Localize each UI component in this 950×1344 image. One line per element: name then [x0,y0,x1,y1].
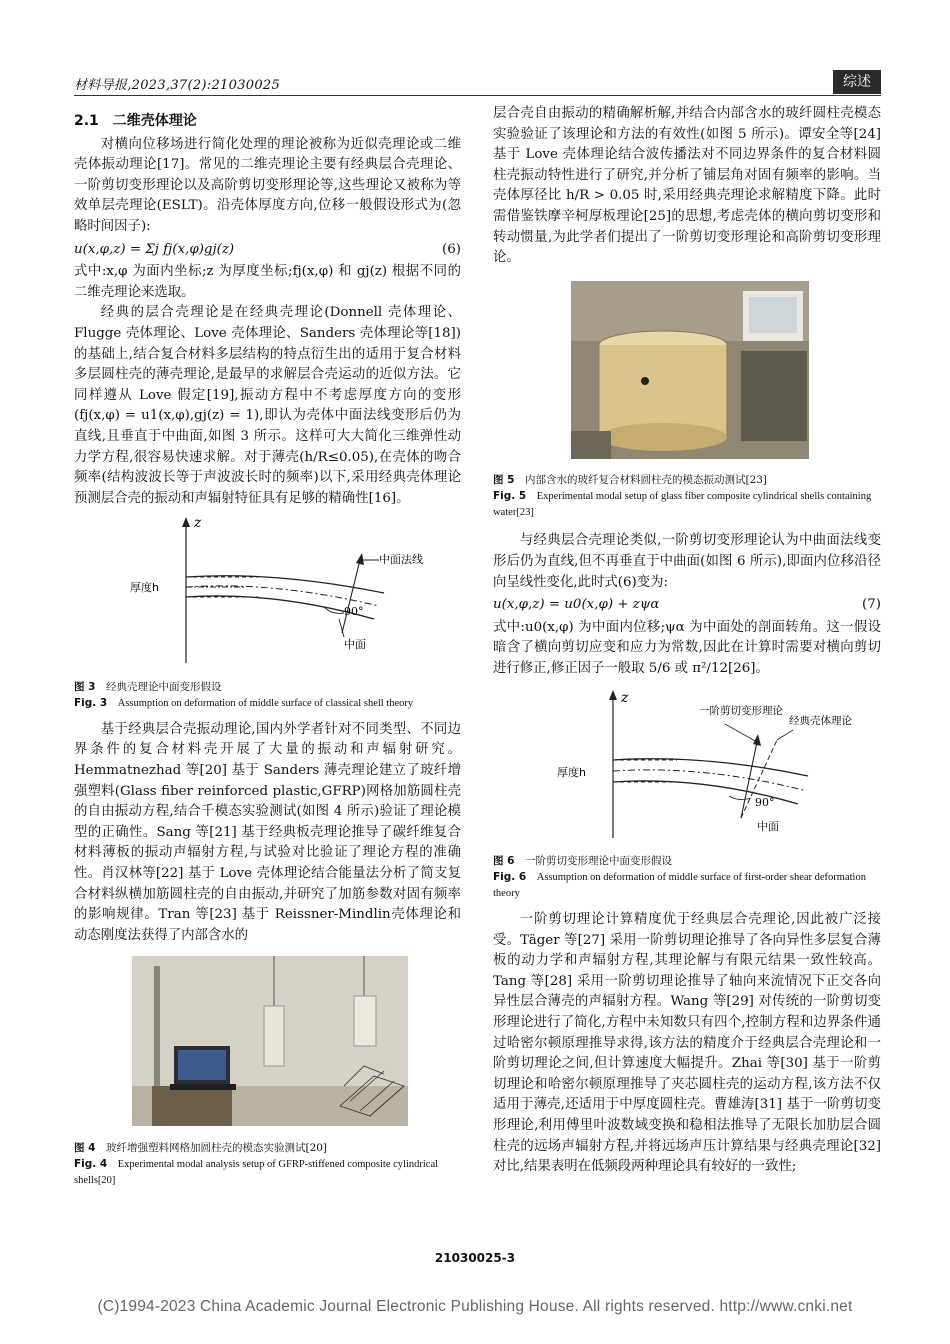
midplane-label: 中面 [344,638,366,652]
classic-label: 经典壳体理论 [789,714,852,727]
caption-number: 图 3 [74,680,96,693]
figure-5 [493,281,881,522]
figure-6-diagram [493,690,881,840]
fsdt-label: 一阶剪切变形理论 [699,704,783,717]
paragraph: 层合壳自由振动的精确解析解,并结合内部含水的玻纤圆柱壳模态实验验证了该理论和方法的有效性(如图 5 所示)。谭安全等[24] 基于 Love 壳体理论结合波传播法对不同边界条件的复合材料圆柱壳振动特性进行了研究,并分析了铺层角对固有频率的影响。当壳体厚径比 h/R > 0.05 时,采用经典壳理论求解精度下降。此时需借鉴铁摩辛柯厚板理论[25]的思想,考虑壳体的横向剪切变形和转动惯量,为此学者们提出了一阶剪切变形理论和高阶剪切变形理论。 [493,106,881,266]
caption-number: 图 4 [74,1142,96,1154]
midplane-label: 中面 [757,819,779,833]
paragraph: 一阶剪切理论计算精度优于经典层合壳理论,因此被广泛接受。Täger 等[27] 采用一阶剪切理论推导了各向异性多层复合薄板的动力学和声辐射方程,其理论解与有限元结果一致性较高。Tang 等[28] 采用一阶剪切理论推导了轴向来流情况下正交各向异性层合薄壳的声辐射方程。Wang 等[29] 对传统的一阶剪切变形理论进行了简化,方程中未知数只有四个,控制方程和边界条件通过哈密尔顿原理推导求得,该方法的精度介于经典层合壳理论和一阶剪切理论之间,但计算速度大幅提升。Zhai 等[30] 基于一阶剪切理论和哈密尔顿原理推导了夹芯圆柱壳的运动方程,该方法不仅适用于薄壳,还适用于中厚度圆柱壳。曹雄涛[31] 基于一阶剪切变形理论,利用傅里叶波数域变换和稳相法推导了无限长加肋层合圆柱壳的远场声辐射方程,并将远场声压计算结果与经典壳理论[32] 对比,结果表明在低频段两种理论具有较好的一致性; [493,912,881,1175]
journal-header: 材料导报,2023,37(2):21030025 [74,78,281,93]
caption-en: Experimental modal setup of glass fiber composite cylindrical shells containing water[23] [493,491,872,519]
caption-number: 图 5 [493,474,515,487]
caption-cn: 经典壳理论中面变形假设 [105,680,222,693]
angle-label: 90° [755,795,775,809]
figure-3 [74,515,461,712]
figure-4-photo [74,956,461,1126]
paragraph: 对横向位移场进行简化处理的理论被称为近似壳理论或二维壳体振动理论[17]。常见的二维壳理论主要有经典层合壳理论、一阶剪切变形理论以及高阶剪切变形理论等,这些理论又被称为等效单层壳理论(ESLT)。沿壳体厚度方向,位移一般假设形式为(忽略时间因子): [74,136,461,234]
caption-number-en: Fig. 3 [74,696,108,709]
paragraph: 式中:x,φ 为面内坐标;z 为厚度坐标;fj(x,φ) 和 gj(z) 根据不同的二维壳理论来选取。 [74,264,461,300]
paragraph: 经典的层合壳理论是在经典壳理论(Donnell 壳体理论、Flugge 壳体理论、Love 壳体理论、Sanders 壳体理论等[18])的基础上,结合复合材料多层结构的特点衍生出的适用于复合材料多层圆柱壳的薄壳理论,是最早的求解层合壳运动的近似方法。它同样遵从 Love 假定[19],振动方程中不考虑厚度方向的变形(fj(x,φ) = u1(x,φ),gj(z) = 1),即认为壳体中面法线变形后仍为直线,且垂直于中曲面,如图 3 所示。这样可大大简化三维弹性动力学方程,很容易快速求解。对于薄壳(h/R≤0.05),在壳体的吻合频率(结构波波长等于声波波长时的频率)以下,采用经典壳体理论预测层合壳的振动和声辐射特征具有足够的精确性[16]。 [74,305,461,506]
figure-6 [493,690,881,903]
figure-3-caption [74,679,461,712]
thickness-label: 厚度h [557,765,586,779]
paragraph: 与经典层合壳理论类似,一阶剪切变形理论认为中曲面法线变形后仍为直线,但不再垂直于中曲面(如图 6 所示),即面内位移沿径向呈线性变化,此时式(6)变为: [493,533,881,590]
axis-z-label: z [621,689,629,706]
caption-number: 图 6 [493,855,515,868]
angle-label: 90° [344,605,364,619]
axis-z-label: z [194,515,202,532]
caption-number-en: Fig. 6 [493,871,527,884]
caption-en: Assumption on deformation of middle surface of first-order shear deformation theory [493,872,866,900]
paragraph: 式中:u0(x,φ) 为中面内位移;ψα 为中面处的剖面转角。这一假设暗含了横向剪切应变和应力为常数,因此在计算时需要对横向剪切进行修正,修正因子一般取 5/6 或 π²/12[26]。 [493,619,881,676]
paragraph: 基于经典层合壳振动理论,国内外学者针对不同类型、不同边界条件的复合材料壳开展了大量的振动和声辐射研究。Hemmatnezhad 等[20] 基于 Sanders 薄壳理论建立了玻纤增强塑料(Glass fiber reinforced plastic,GFRP)网格加筋圆柱壳的自由振动方程,结合千模态实验测试(如图 4 所示)验证了理论模型的正确性。Sang 等[21] 基于经典板壳理论推导了碳纤维复合材料薄板的振动声辐射方程,与试验对比验证了理论方程的准确性。肖汉林等[22] 基于 Love 壳体理论结合能量法分析了简支复合材料纵横加筋圆柱壳的自由振动,并研究了加筋参数对固有频率的影响规律。Tran 等[23] 基于 Reissner-Mindlin壳体理论和动态刚度法获得了内部含水的 [74,721,461,943]
page-number: 21030025-3 [434,1251,516,1265]
equation-body: u(x,φ,z) = u0(x,φ) + zψα [493,597,660,613]
equation-number: (6) [442,241,461,257]
figure-4 [74,956,461,1189]
caption-cn: 内部含水的玻纤复合材料圆柱壳的模态振动测试[23] [524,474,768,487]
right-column [493,104,881,1178]
section-badge: 综述 [833,70,881,94]
equation-7 [493,595,881,616]
figure-6-caption [493,853,881,902]
caption-en: Experimental modal analysis setup of GFRP-stiffened composite cylindrical shells[20] [74,1159,439,1186]
caption-en: Assumption on deformation of middle surface of classical shell theory [117,697,414,709]
equation-body: u(x,φ,z) = Σj fj(x,φ)gj(z) [74,241,235,257]
figure-3-diagram [74,515,461,665]
copyright-line: (C)1994-2023 China Academic Journal Electronic Publishing House. All rights reserved. http://www.cnki.net [97,1298,853,1315]
caption-number-en: Fig. 5 [493,490,527,503]
section-title: 2.1 二维壳体理论 [74,113,197,129]
header-rule [74,95,881,96]
figure-5-photo [493,281,881,459]
thickness-label: 厚度h [130,581,159,595]
caption-cn: 一阶剪切变形理论中面变形假设 [524,855,672,868]
equation-6 [74,240,461,261]
figure-4-caption [74,1140,461,1189]
left-column [74,101,461,1189]
figure-5-caption [493,472,881,521]
caption-cn: 玻纤增强塑料网格加圆柱壳的模态实验测试[20] [105,1142,328,1154]
caption-number-en: Fig. 4 [74,1158,108,1170]
equation-number: (7) [862,597,881,613]
normal-label: 中面法线 [379,553,423,567]
